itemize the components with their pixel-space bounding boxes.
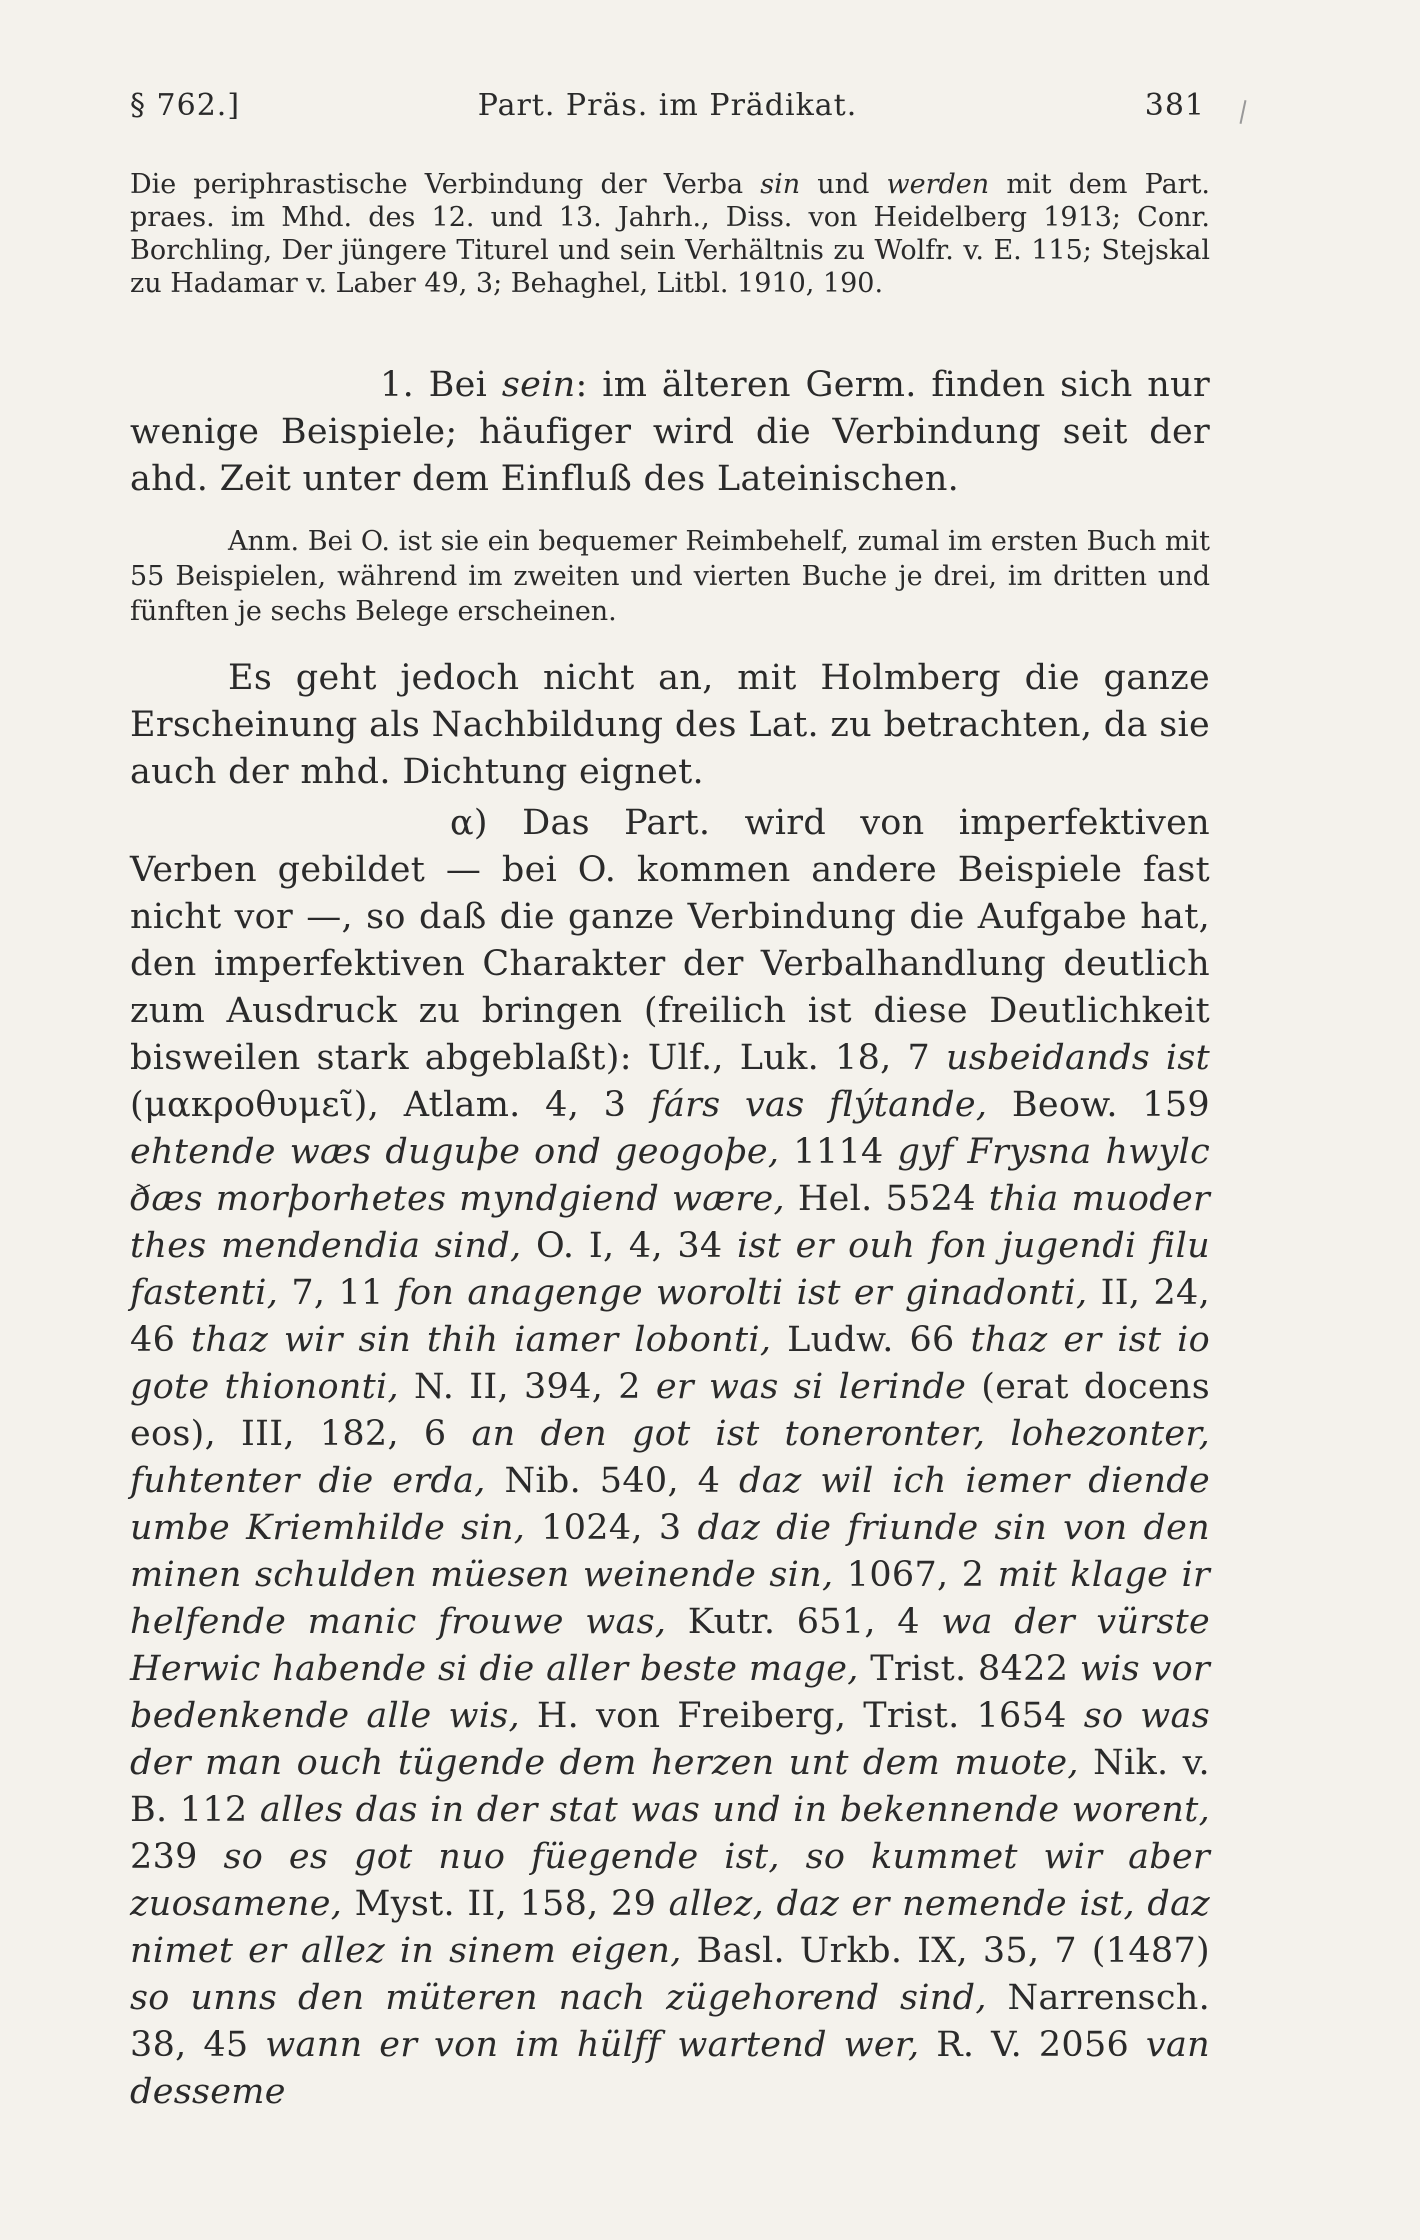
section-reference: § 762.]	[130, 88, 241, 123]
paragraph-1	[130, 362, 1210, 503]
page-number: 381	[1144, 88, 1205, 123]
italic-quote: wis vor bedenkende alle wis,	[130, 1649, 1210, 1736]
italic-quote: usbeidands ist	[945, 1038, 1210, 1078]
text-run: Basl. Urkb. IX, 35, 7 (1487)	[681, 1931, 1210, 1971]
text-run: R. V. 2056	[919, 2025, 1146, 2065]
text-run: α) Das Part. wird von imperfektiven Verben gebildet — bei O. kommen andere Beispiele fast nicht vor —, so daß die ganze Verbindung die Aufgabe hat, den imperfektiven Charakter der Verbalhandlung deutlich zum Ausdruck zu bringen (freilich ist diese Deutlichkeit bisweilen stark abgeblaßt): Ulf., Luk. 18, 7	[130, 803, 1210, 1078]
text-run: 1. Bei	[380, 365, 502, 405]
running-header	[130, 88, 1205, 138]
italic-quote: an den got ist toneronter, lohezonter, fuhtenter die erda,	[130, 1414, 1210, 1501]
italic-term: sein	[501, 365, 576, 405]
text-run: Narrensch. 38, 45	[130, 1978, 1210, 2065]
text-run: N. II, 394, 2	[398, 1367, 656, 1407]
text-run: (erat docens eos), III, 182, 6	[130, 1367, 1210, 1454]
italic-quote: daz wil ich iemer diende umbe Kriemhilde sin,	[130, 1461, 1211, 1548]
italic-quote: van desseme	[130, 2025, 1210, 2112]
italic-quote: fon anagenge worolti ist er ginadonti,	[396, 1273, 1088, 1313]
italic-quote: mit klage ir helfende manic frouwe was,	[130, 1555, 1210, 1642]
annotation-note: Anm. Bei O. ist sie ein bequemer Reimbehelf, zumal im ersten Buch mit 55 Beispielen, während im zweiten und vierten Buche je drei, im dritten und fünften je sechs Belege erscheinen.	[130, 526, 1210, 627]
italic-quote: alles das in der stat was und in bekennende worent,	[259, 1790, 1210, 1830]
text-run: (μακροθυμεῖ), Atlam. 4, 3	[130, 1085, 651, 1125]
text-run: O. I, 4, 34	[521, 1226, 737, 1266]
pencil-mark	[1240, 100, 1247, 124]
italic-term: sin	[760, 169, 801, 200]
italic-quote: thia muoder thes mendendia sind,	[130, 1179, 1210, 1266]
text-run: 1024, 3	[525, 1508, 698, 1548]
italic-quote: fárs vas flýtande,	[650, 1085, 988, 1125]
text-run: 1067, 2	[833, 1555, 998, 1595]
text-run: Die periphrastische Verbindung der Verba	[130, 169, 761, 200]
text-run: Nik. v. B. 112	[130, 1743, 1210, 1830]
text-run: 7, 11	[278, 1273, 397, 1313]
running-title: Part. Präs. im Prädikat.	[477, 88, 858, 123]
text-run: H. von Freiberg, Trist. 1654	[519, 1696, 1084, 1736]
text-run: mit dem Part. praes. im Mhd. des 12. und 13. Jahrh., Diss. von Heidelberg 1913; Conr. Borchling, Der jüngere Titurel und sein Verhältnis zu Wolfr. v. E. 115; Stejskal zu Hadamar v. Laber 49, 3; Behaghel, Litbl. 1910, 190.	[130, 169, 1211, 299]
italic-quote: ist er ouh fon jugendi filu fastenti,	[130, 1226, 1210, 1313]
italic-quote: wa der vürste Herwic habende si die aller beste mage,	[130, 1602, 1210, 1689]
italic-quote: gyf Frysna hwylc ðæs morþorhetes myndgiend wære,	[130, 1132, 1211, 1219]
text-run: und	[800, 169, 887, 200]
text-run: Trist. 8422	[858, 1649, 1080, 1689]
text-run: Kutr. 651, 4	[666, 1602, 942, 1642]
text-run: : im älteren Germ. finden sich nur wenige Beispiele; häufiger wird die Verbindung seit der ahd. Zeit unter dem Einfluß des Lateinischen.	[130, 365, 1210, 499]
italic-quote: daz die friunde sin von den minen schulden müesen weinende sin,	[130, 1508, 1211, 1595]
text-run: Beow. 159	[987, 1085, 1211, 1125]
text-run: Myst. II, 158, 29	[342, 1884, 669, 1924]
text-run: II, 24, 46	[130, 1273, 1211, 1360]
italic-quote: er was si lerinde	[655, 1367, 967, 1407]
text-run: Ludw. 66	[771, 1320, 971, 1360]
italic-quote: so es got nuo füegende ist, so kummet wir aber zuosamene,	[130, 1837, 1210, 1924]
italic-quote: thaz wir sin thih iamer lobonti,	[190, 1320, 772, 1360]
italic-quote: allez, daz er nemende ist, daz nimet er allez in sinem eigen,	[130, 1884, 1210, 1971]
text-run: 1114	[779, 1132, 898, 1172]
italic-quote: so unns den müteren nach zügehorend sind,	[130, 1978, 987, 2018]
italic-quote: so was der man ouch tügende dem herzen unt dem muote,	[130, 1696, 1210, 1783]
paragraph-2: Es geht jedoch nicht an, mit Holmberg die ganze Erscheinung als Nachbildung des Lat. zu betrachten, da sie auch der mhd. Dichtung eignet.	[130, 658, 1210, 792]
italic-quote: wann er von im hülff wartend wer,	[265, 2025, 920, 2065]
text-run: Hel. 5524	[784, 1179, 989, 1219]
bibliography-note	[130, 168, 1210, 300]
text-run: Nib. 540, 4	[485, 1461, 740, 1501]
text-run: 239	[130, 1837, 224, 1877]
paragraph-alpha	[130, 800, 1210, 2116]
italic-quote: ehtende wæs duguþe ond geogoþe,	[130, 1132, 780, 1172]
italic-term: werden	[886, 169, 990, 200]
italic-quote: thaz er ist io gote thiononti,	[130, 1320, 1210, 1407]
